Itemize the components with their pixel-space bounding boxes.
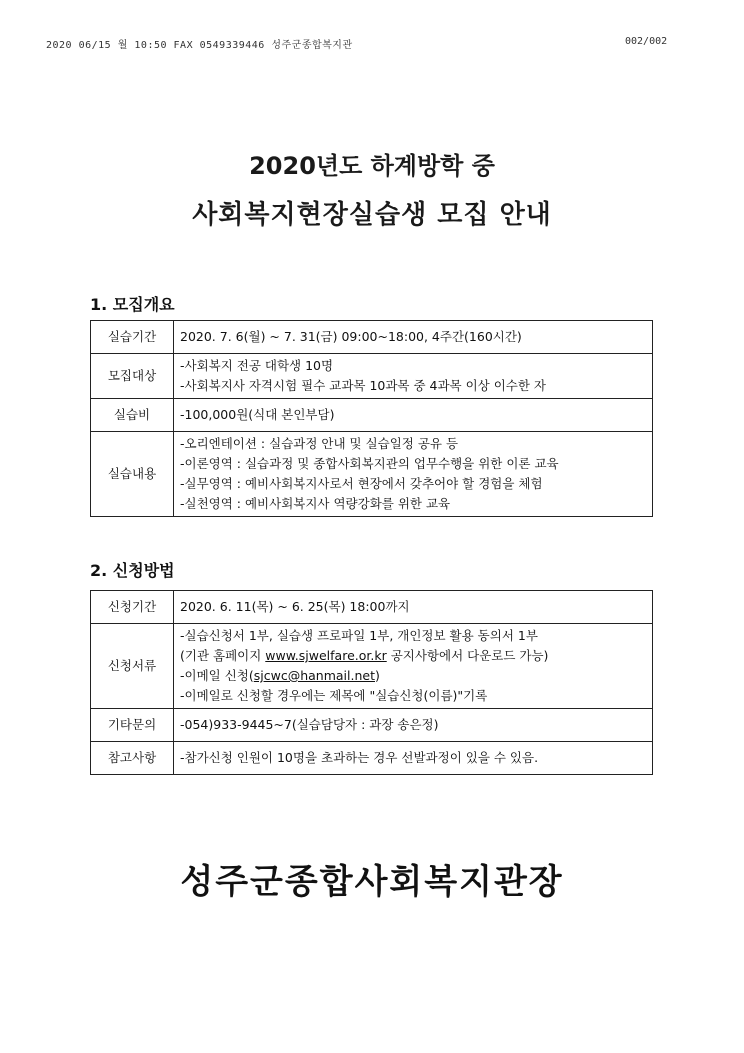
table-row	[91, 624, 653, 709]
table-row	[91, 742, 653, 775]
fax-page-number: 002/002	[625, 36, 668, 47]
document-title-line1: 2020년도 하계방학 중	[249, 152, 495, 180]
row-value: 2020. 7. 6(월) ~ 7. 31(금) 09:00~18:00, 4주간(160시간)	[174, 321, 653, 354]
row-label: 실습기간	[91, 321, 174, 354]
table-row	[91, 432, 653, 517]
row-label: 기타문의	[91, 709, 174, 742]
email-link[interactable]: sjcwc@hanmail.net	[253, 668, 375, 683]
row-label: 실습비	[91, 399, 174, 432]
application-table	[90, 590, 653, 775]
table-row	[91, 354, 653, 399]
row-value: -100,000원(식대 본인부담)	[174, 399, 653, 432]
organization-signature: 성주군종합사회복지관장	[180, 862, 564, 902]
row-label: 실습내용	[91, 432, 174, 517]
homepage-link[interactable]: www.sjwelfare.or.kr	[265, 648, 387, 663]
row-value: -054)933-9445~7(실습담당자 : 과장 송은정)	[174, 709, 653, 742]
row-value: -참가신청 인원이 10명을 초과하는 경우 선발과정이 있을 수 있음.	[174, 742, 653, 775]
row-label: 모집대상	[91, 354, 174, 399]
table-row	[91, 709, 653, 742]
row-value: -사회복지 전공 대학생 10명 -사회복지사 자격시험 필수 교과목 10과목 중 4과목 이상 이수한 자	[174, 354, 653, 399]
table-row	[91, 321, 653, 354]
row-label: 신청기간	[91, 591, 174, 624]
overview-table	[90, 320, 653, 517]
row-value: -실습신청서 1부, 실습생 프로파일 1부, 개인정보 활용 동의서 1부 (기관 홈페이지 www.sjwelfare.or.kr 공지사항에서 다운로드 가능) -이메일 신청(sjcwc@hanmail.net) -이메일로 신청할 경우에는 제목에 "실습신청(이름)"기록	[174, 624, 653, 709]
fax-header: 2020 06/15 월 10:50 FAX 0549339446 성주군종합복지관	[46, 40, 353, 51]
table-row	[91, 399, 653, 432]
row-value: -오리엔테이션 : 실습과정 안내 및 실습일정 공유 등 -이론영역 : 실습과정 및 종합사회복지관의 업무수행을 위한 이론 교육 -실무영역 : 예비사회복지사로서 현장에서 갖추어야 할 경험을 체험 -실천영역 : 예비사회복지사 역량강화를 위한 교육	[174, 432, 653, 517]
section-heading-overview: 1. 모집개요	[90, 295, 175, 314]
section-heading-application: 2. 신청방법	[90, 561, 175, 580]
document-title-line2: 사회복지현장실습생 모집 안내	[192, 200, 552, 230]
row-value: 2020. 6. 11(목) ~ 6. 25(목) 18:00까지	[174, 591, 653, 624]
row-label: 신청서류	[91, 624, 174, 709]
row-label: 참고사항	[91, 742, 174, 775]
table-row	[91, 591, 653, 624]
